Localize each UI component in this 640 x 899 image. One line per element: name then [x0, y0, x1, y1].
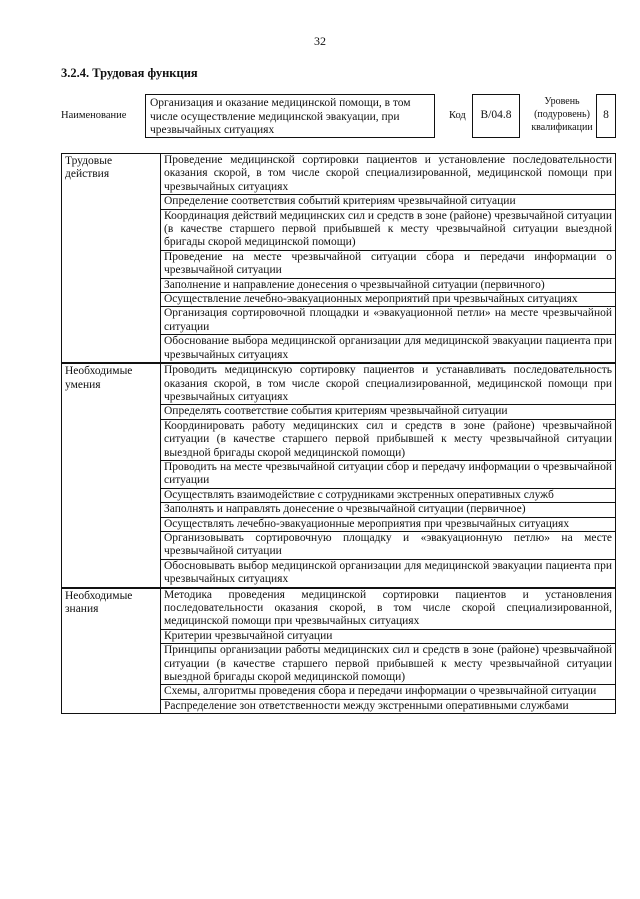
section-item: Организовывать сортировочную площадку и «эвакуационную петлю» на месте чрезвычайной ситуации [161, 531, 616, 559]
section-item: Проведение медицинской сортировки пациентов и установление последовательности оказания скорой, в том числе скорой специализированной, медицинской помощи при чрезвычайных ситуациях [161, 154, 616, 195]
section-item: Определение соответствия событий критериям чрезвычайной ситуации [161, 195, 616, 209]
function-table [61, 153, 616, 714]
page-number: 32 [314, 34, 326, 48]
table-row [62, 154, 616, 195]
section-item: Методика проведения медицинской сортировки пациентов и установления последовательности оказания скорой, в том числе скорой специализированной, медицинской помощи при чрезвычайных ситуациях [161, 588, 616, 630]
section-item: Проводить медицинскую сортировку пациентов и устанавливать последовательность оказания скорой, в том числе скорой специализированной, медицинской помощи при чрезвычайных ситуациях [161, 363, 616, 405]
section-item: Схемы, алгоритмы проведения сбора и передачи информации о чрезвычайной ситуации [161, 685, 616, 699]
code-value: B/04.8 [472, 94, 520, 138]
section-item: Определять соответствие события критериям чрезвычайной ситуации [161, 405, 616, 419]
level-label: Уровень (подуровень) квалификации [531, 96, 593, 133]
section-item: Проводить на месте чрезвычайной ситуации сбор и передачу информации о чрезвычайной ситуации [161, 460, 616, 488]
name-label: Наименование [61, 110, 127, 121]
function-header [61, 94, 616, 140]
section-item: Осуществлять лечебно-эвакуационные мероприятия при чрезвычайных ситуациях [161, 517, 616, 531]
section-category: Необходимые умения [62, 363, 161, 588]
level-value: 8 [596, 94, 616, 138]
section-item: Проведение на месте чрезвычайной ситуации сбора и передачи информации о чрезвычайной ситуации [161, 250, 616, 278]
section-item: Принципы организации работы медицинских сил и средств в зоне (районе) чрезвычайной ситуации (в качестве старшего первой прибывшей к месту чрезвычайной ситуации выездной бригады скорой медицинской помощи) [161, 644, 616, 685]
section-category: Трудовые действия [62, 154, 161, 364]
section-category: Необходимые знания [62, 588, 161, 714]
section-title: 3.2.4. Трудовая функция [61, 66, 198, 80]
section-item: Заполнение и направление донесения о чрезвычайной ситуации (первичного) [161, 278, 616, 292]
section-item: Координация действий медицинских сил и средств в зоне (районе) чрезвычайной ситуации (в качестве старшего первой прибывшей к месту чрезвычайной ситуации выездной бригады скорой медицинской помощи) [161, 209, 616, 250]
section-item: Осуществлять взаимодействие с сотрудниками экстренных оперативных служб [161, 488, 616, 502]
section-item: Организация сортировочной площадки и «эвакуационной петли» на месте чрезвычайной ситуации [161, 307, 616, 335]
section-item: Обоснование выбора медицинской организации для медицинской эвакуации пациента при чрезвычайных ситуациях [161, 335, 616, 363]
section-item: Распределение зон ответственности между экстренными оперативными службами [161, 699, 616, 713]
table-row [62, 363, 616, 405]
section-item: Осуществление лечебно-эвакуационных мероприятий при чрезвычайных ситуациях [161, 293, 616, 307]
section-item: Критерии чрезвычайной ситуации [161, 629, 616, 643]
name-value: Организация и оказание медицинской помощи, в том числе осуществление медицинской эвакуации, при чрезвычайных ситуациях [145, 94, 435, 138]
section-item: Обосновывать выбор медицинской организации для медицинской эвакуации пациента при чрезвычайных ситуациях [161, 559, 616, 587]
table-row [62, 588, 616, 630]
code-label: Код [449, 110, 466, 121]
section-item: Координировать работу медицинских сил и средств в зоне (районе) чрезвычайной ситуации (в качестве старшего первой прибывшей к месту чрезвычайной ситуации выездной бригады скорой медицинской помощи) [161, 419, 616, 460]
section-item: Заполнять и направлять донесение о чрезвычайной ситуации (первичное) [161, 503, 616, 517]
